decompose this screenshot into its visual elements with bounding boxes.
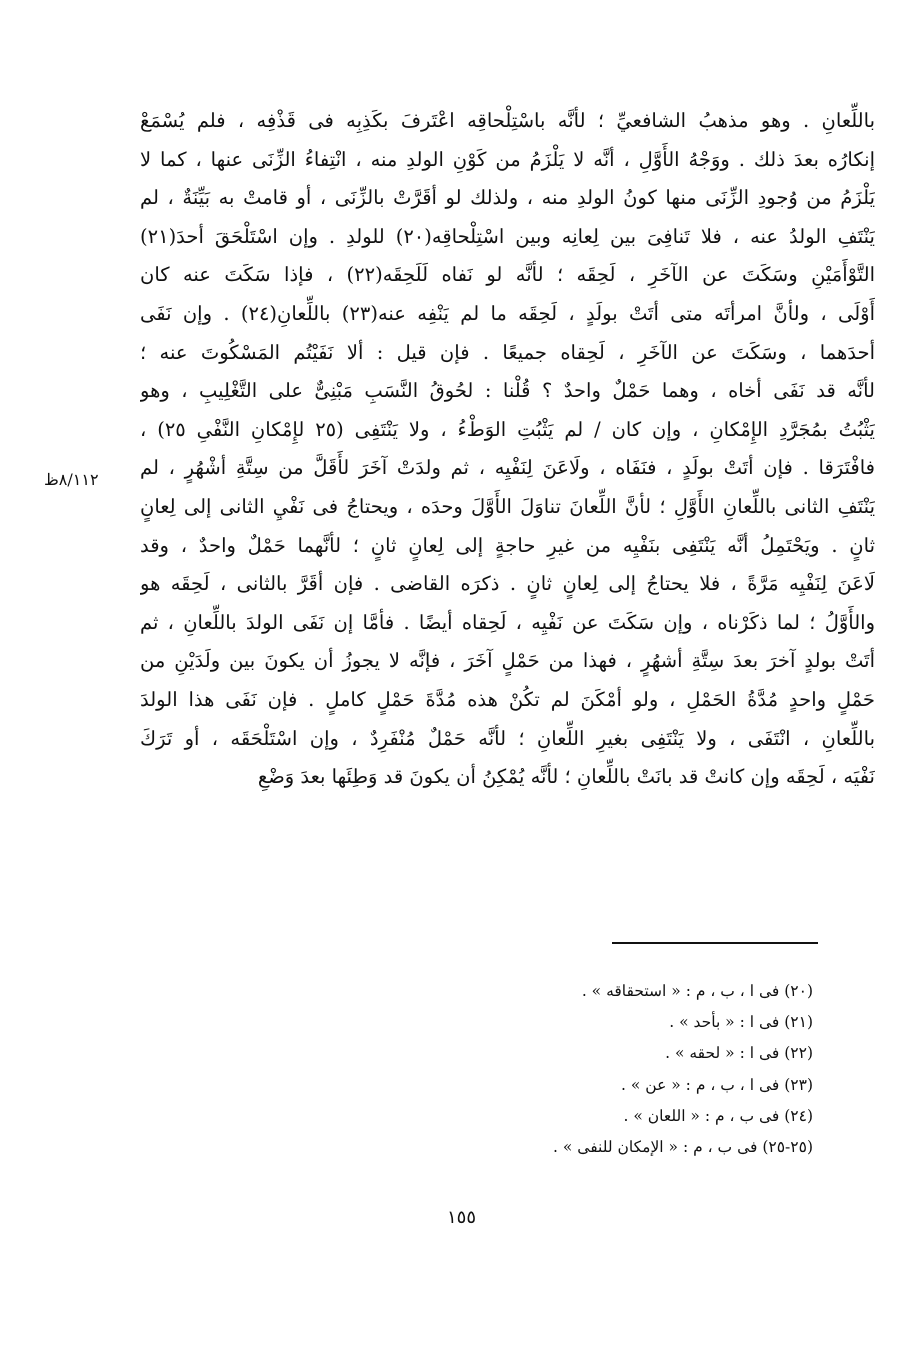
text-line: أتَتْ بولدٍ آخرَ بعدَ سِتَّةِ أشهُرٍ ، فهذا من حَمْلٍ آخَرَ ، فإنَّه لا يجوزُ أن يكونَ بين ولَدَيْنِ من (140, 649, 875, 673)
text-line: نَفْيَه ، لَحِقَه وإن كانتْ قد بانَتْ باللِّعانِ ؛ لأنَّه يُمْكِنُ أن يكونَ قد وَطِئَها بعدَ وَضْعِ (257, 765, 875, 789)
footnotes (393, 976, 813, 1163)
main-text (140, 102, 875, 797)
text-line: لأنَّه قد نَفَى أخاه ، وهما حَمْلٌ واحدٌ ؟ قُلْنا : لحُوقُ النَّسَبِ مَبْنِىٌّ على التَّغْلِيبِ ، وهو (140, 379, 875, 403)
footnote: (٢٣) فى ا ، ب ، م : « عن » . (621, 1075, 813, 1094)
footnote: (٢٠) فى ا ، ب ، م : « استحقاقه » . (581, 982, 813, 1000)
text-line: باللِّعانِ ، انْتَفَى ، ولا يَنْتَفِى بغيرِ اللِّعانِ ؛ لأنَّه حَمْلٌ مُنْفَرِدٌ ، وإن اسْتَلْحَقَه ، أو تَرَكَ (140, 726, 875, 750)
text-line: إنكارُه بعدَ ذلك . ووَجْهُ الأَوَّلِ ، أنَّه لا يَلْزَمُ من كَوْنِ الولدِ منه ، انْتِفاءُ الزِّنَى عنها ، كما لا (140, 147, 875, 171)
footnote: (٢٤) فى ب ، م : « اللعان » . (623, 1106, 813, 1125)
text-line: حَمْلٍ واحدٍ مُدَّةُ الحَمْلِ ، ولو أمْكَنَ لم تكُنْ هذه مُدَّةَ حَمْلٍ كاملٍ . فإن نَفَى هذا الولدَ (140, 687, 875, 711)
text-line: يَنْتَفِ الثانى باللِّعانِ الأَوَّلِ ؛ لأنَّ اللِّعانَ تناوَلَ الأَوَّلَ وحدَه ، ويحتاجُ فى نَفْيِ الثانى إلى لِعانٍ (140, 494, 875, 518)
margin-reference: ٨/١١٢ظ (44, 470, 99, 489)
page-number: ١٥٥ (446, 1207, 476, 1228)
text-line: يَثْبُتُ بمُجَرَّدِ الإِمْكانِ ، وإن كان / لم يَثْبُتِ الوَطْءُ ، ولا يَنْتَفِى (٢٥ لإِمْكانِ النَّفْىِ ٢٥) ، (140, 417, 875, 441)
text-line: أحدَهما ، وسَكَتَ عن الآخَرِ ، لَحِقاه جميعًا . فإن قيل : ألا نَفَيْتُم المَسْكُوتَ عنه ؛ (140, 340, 875, 364)
text-line: أَوْلَى ، ولأنَّ امرأتَه متى أتَتْ بولَدٍ ، لَحِقَه ما لم يَنْفِه عنه(٢٣) باللِّعانِ(٢٤) . وإن نَفَى (140, 301, 875, 325)
text-line: والأَوَّلُ ؛ لما ذكَرْناه ، وإن سَكَتَ عن نَفْيِه ، لَحِقاه أيضًا . فأمَّا إن نَفَى الولدَ باللِّعانِ ، ثم (140, 610, 875, 634)
text-line: ثانٍ . ويَحْتَمِلُ أنَّه يَنْتَفِى بنَفْيِه من غيرِ حاجةٍ إلى لِعانٍ ثانٍ ؛ لأنَّهما حَمْلٌ واحدٌ ، وقد (140, 533, 875, 557)
text-line: باللِّعانِ . وهو مذهبُ الشافعيِّ ؛ لأنَّه باسْتِلْحاقِه اعْتَرفَ بكَذِبِه فى قَذْفِه ، فلم يُسْمَعْ (140, 109, 875, 132)
footnote: (٢١) فى ا : « بأحد » . (669, 1013, 813, 1032)
text-line: يَنْتَفِ الولدُ عنه ، فلا تَنافِىَ بين لِعانِه وبين اسْتِلْحاقِه(٢٠) للولدِ . وإن اسْتَلْحَقَ أحدَ(٢١) (140, 224, 875, 248)
text-line: لَاعَنَ لِنَفْيِه مَرَّةً ، فلا يحتاجُ إلى لِعانٍ ثانٍ . ذكرَه القاضى . فإن أقَرَّ بالثانى ، لَحِقَه هو (140, 572, 875, 596)
footnote: (٢٥-٢٥) فى ب ، م : « الإمكان للنفى » . (553, 1137, 813, 1156)
footnote-divider (612, 942, 818, 944)
footnote: (٢٢) فى ا : « لحقه » . (665, 1044, 813, 1063)
text-line: فافْتَرَقا . فإن أتَتْ بولَدٍ ، فنَفَاه ، ولَاعَنَ لِنَفْيِه ، ثم ولدَتْ آخَرَ لأَقَلَّ من سِتَّةِ أشْهُرٍ ، لم (140, 456, 875, 480)
text-line: التَّوْأَمَيْنِ وسَكَتَ عن الآخَرِ ، لَحِقَه ؛ لأنَّه لو نَفاه لَلَحِقَه(٢٢) ، فإذا سَكَتَ عنه كان (140, 263, 875, 287)
text-line: يَلْزَمُ من وُجودِ الزِّنَى منها كونُ الولدِ منه ، ولذلك لو أقَرَّتْ بالزِّنَى ، أو قامتْ به بَيِّنَةٌ ، لم (140, 186, 875, 210)
